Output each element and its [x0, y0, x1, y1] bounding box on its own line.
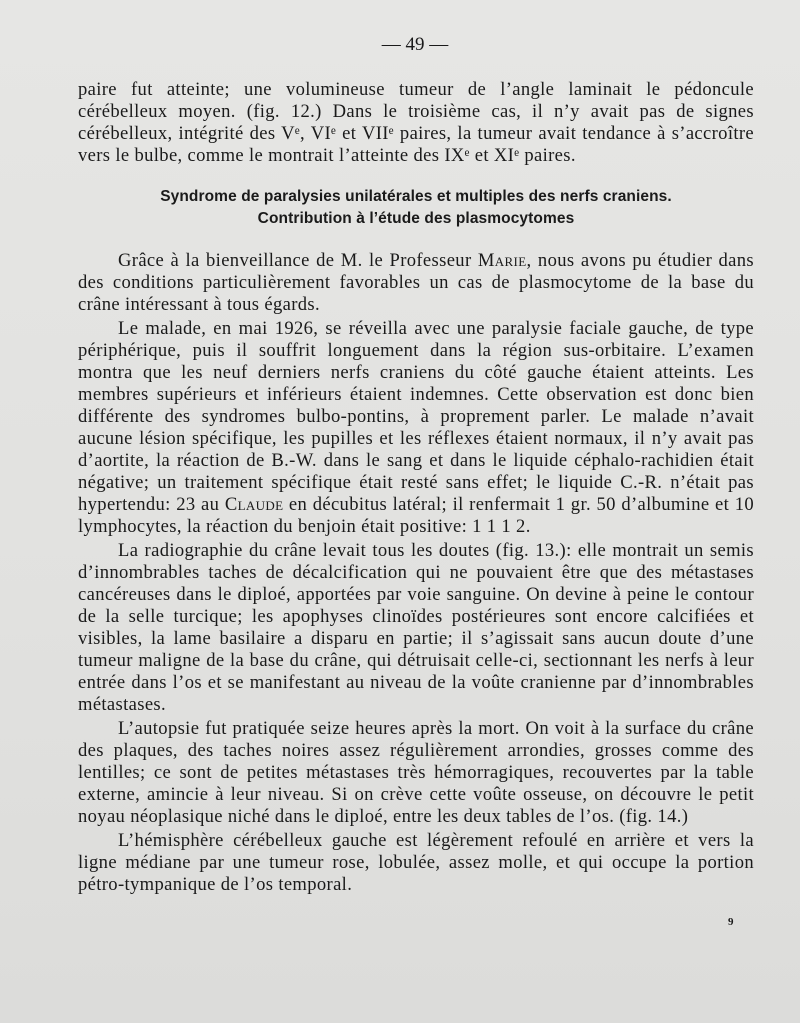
text-run: Grâce à la bienveillance de M. le Professeur	[118, 250, 478, 271]
heading-line-1: Syndrome de paralysies unilatérales et multiples des nerfs craniens.	[160, 188, 672, 205]
paragraph-continuation: paire fut atteinte; une volumineuse tumeur de l’angle laminait le pédoncule cérébelleux moyen. (fig. 12.) Dans le troisième cas, il n’y avait pas de signes cérébelleux, intégrité des Vᵉ, VIᵉ et VIIᵉ paires, la tumeur avait tendance à s’accroître vers le bulbe, comme le montrait l’atteinte des IXᵉ et XIᵉ paires.	[78, 79, 754, 166]
section-heading	[78, 186, 754, 230]
paragraph: La radiographie du crâne levait tous les doutes (fig. 13.): elle montrait un semis d’innombrables taches de décalcification qui ne pouvaient être que des métastases cancéreuses dans le diploé, apportées par voie sanguine. On devine à peine le contour de la selle turcique; les apophyses clinoïdes postérieures sont encore calcifiées et visibles, la lame basilaire a disparu en partie; il s’agissait sans aucun doute d’une tumeur maligne de la base du crâne, qui détruisait celle-ci, sectionnant les nerfs à leur entrée dans l’os et se manifestant au niveau de la voûte cranienne par d’innombrables métastases.	[78, 540, 754, 715]
author-name: Marie	[477, 250, 527, 271]
heading-line-2: Contribution à l’étude des plasmocytomes	[257, 210, 575, 227]
author-name: Claude	[224, 494, 284, 515]
text-run: , nous avons pu étudier dans des conditions particulièrement favorables un cas de plasmocytome de la base du crâne intéressant à tous égards.	[78, 250, 754, 315]
paragraph: L’autopsie fut pratiquée seize heures après la mort. On voit à la surface du crâne des plaques, des taches noires assez régulièrement arrondies, grosses comme des lentilles; ce sont de petites métastases très hémorragiques, recouvertes par la table externe, amincie à leur niveau. Si on crève cette voûte osseuse, on découvre le petit noyau néoplasique niché dans le diploé, entre les deux tables de l’os. (fig. 14.)	[78, 718, 754, 827]
text-run: en décubitus latéral; il renfermait 1 gr. 50 d’albumine et 10 lymphocytes, la réaction du benjoin était positive: 1 1 1 2.	[78, 494, 754, 537]
paragraph	[78, 318, 754, 538]
main-text	[78, 250, 754, 896]
text-run: Le malade, en mai 1926, se réveilla avec une paralysie faciale gauche, de type périphérique, puis il souffrit longuement dans la région sus-orbitaire. L’examen montra que les neuf derniers nerfs craniens du côté gauche étaient atteints. Les membres supérieurs et inférieurs étaient indemnes. Cette observation est donc bien différente des syndromes bulbo-pontins, à proprement parler. Le malade n’avait aucune lésion spécifique, les pupilles et les réflexes étaient normaux, il n’y avait pas d’aortite, la réaction de B.-W. dans le sang et dans le liquide céphalo-rachidien était négative; un traitement spécifique était resté sans effet; le liquide C.-R. n’était pas hypertendu: 23 au	[78, 318, 754, 515]
paragraph	[78, 250, 754, 316]
page-number: — 49 —	[381, 34, 449, 55]
paragraph: L’hémisphère cérébelleux gauche est légèrement refoulé en arrière et vers la ligne médiane par une tumeur rose, lobulée, assez molle, et qui occupe la portion pétro-tympanique de l’os temporal.	[78, 830, 754, 895]
signature-mark: 9	[728, 916, 734, 928]
